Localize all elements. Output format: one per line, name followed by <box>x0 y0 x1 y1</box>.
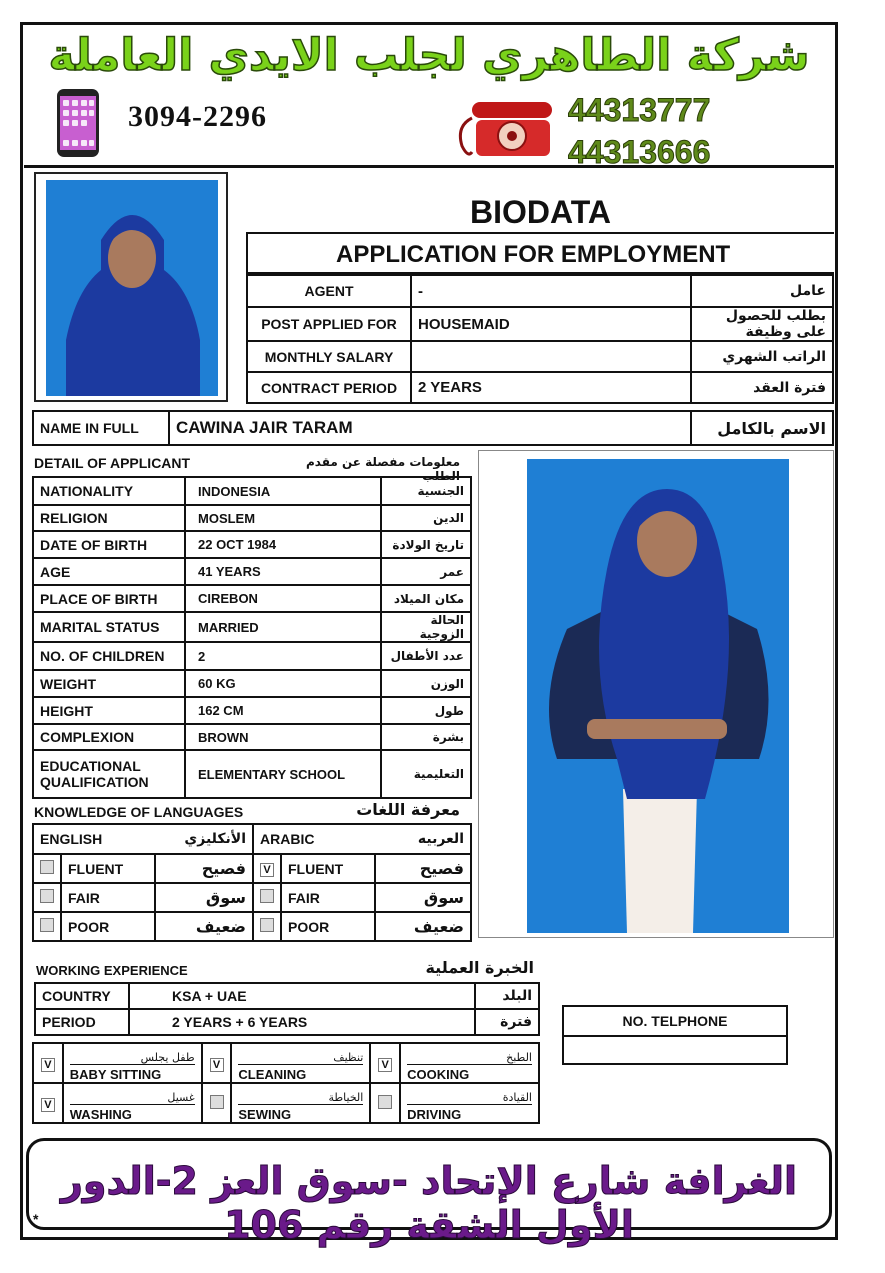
period-value: 2 YEARS + 6 YEARS <box>129 1009 475 1035</box>
salary-ar: الراتب الشهري <box>691 341 833 372</box>
table-row <box>247 275 833 307</box>
experience-title: WORKING EXPERIENCE <box>36 963 188 978</box>
skill-checkbox-cell <box>370 1083 400 1123</box>
english-level-label: POOR <box>61 912 155 941</box>
country-ar: البلد <box>475 983 539 1009</box>
table-row <box>33 824 471 854</box>
contract-label: CONTRACT PERIOD <box>247 372 411 403</box>
detail-label: RELIGION <box>33 505 185 531</box>
checkbox[interactable] <box>260 918 274 932</box>
arabic-level-label: FAIR <box>281 883 375 912</box>
skill-label: SEWING <box>238 1107 292 1122</box>
agent-value: - <box>411 275 691 307</box>
subtitle-box <box>246 232 834 274</box>
arabic-poor-checkbox-cell <box>253 912 281 941</box>
skill-label: DRIVING <box>407 1107 462 1122</box>
agent-label: AGENT <box>247 275 411 307</box>
skill-checkbox-cell <box>33 1083 63 1123</box>
table-row <box>33 585 471 612</box>
post-label: POST APPLIED FOR <box>247 307 411 341</box>
detail-value: MARRIED <box>185 612 381 642</box>
detail-value: CIREBON <box>185 585 381 612</box>
table-row <box>33 477 471 505</box>
contract-ar: فترة العقد <box>691 372 833 403</box>
contract-value: 2 YEARS <box>411 372 691 403</box>
checkbox[interactable]: V <box>41 1058 55 1072</box>
detail-value: 41 YEARS <box>185 558 381 585</box>
table-row <box>33 531 471 558</box>
name-ar: الاسم بالكامل <box>691 411 833 445</box>
arabic-fair-checkbox-cell <box>253 883 281 912</box>
arabic-level-ar: سوق <box>375 883 471 912</box>
english-ar: الأنكليزي <box>155 824 253 854</box>
skill-label: CLEANING <box>238 1067 307 1082</box>
languages-title-ar: معرفة اللغات <box>356 800 460 819</box>
skill-label: WASHING <box>69 1107 132 1122</box>
checkbox[interactable] <box>40 918 54 932</box>
table-row <box>33 612 471 642</box>
portrait-photo-frame <box>34 172 228 402</box>
table-row <box>247 372 833 403</box>
table-row <box>247 307 833 341</box>
mobile-number: 3094-2296 <box>128 100 267 133</box>
table-row <box>33 558 471 585</box>
checkbox[interactable]: V <box>41 1098 55 1112</box>
arabic-level-label: FLUENT <box>281 854 375 883</box>
skill-ar: طفل يجلس <box>70 1051 195 1065</box>
portrait-photo <box>46 180 218 396</box>
document-title: BIODATA <box>470 194 612 230</box>
english-level-ar: ضعيف <box>155 912 253 941</box>
table-row <box>563 1036 787 1064</box>
telephone-label: NO. TELPHONE <box>563 1006 787 1036</box>
table-row <box>33 1043 539 1083</box>
table-row <box>33 724 471 750</box>
detail-label: MARITAL STATUS <box>33 612 185 642</box>
arabic-label: ARABIC <box>253 824 375 854</box>
table-row <box>33 670 471 697</box>
details-table <box>32 476 472 799</box>
footer-star: * <box>33 1211 39 1227</box>
english-level-label: FAIR <box>61 883 155 912</box>
checkbox[interactable] <box>260 889 274 903</box>
post-value: HOUSEMAID <box>411 307 691 341</box>
arabic-ar: العربيه <box>375 824 471 854</box>
detail-ar: عمر <box>381 558 471 585</box>
phone-number-2: 44313666 <box>568 134 711 170</box>
table-row <box>35 983 539 1009</box>
detail-value: 162 CM <box>185 697 381 724</box>
salary-value <box>411 341 691 372</box>
detail-value: ELEMENTARY SCHOOL <box>185 750 381 798</box>
telephone-icon <box>442 96 554 160</box>
skill-cell <box>63 1043 202 1083</box>
table-row <box>33 642 471 670</box>
country-label: COUNTRY <box>35 983 129 1009</box>
detail-ar: الجنسية <box>381 477 471 505</box>
skill-cell <box>400 1043 539 1083</box>
skill-cell <box>400 1083 539 1123</box>
footer-address: الغرافة شارع الإتحاد -سوق العز 2-الدور الأول الشقة رقم 106 <box>61 1159 797 1247</box>
checkbox[interactable] <box>40 889 54 903</box>
detail-ar: تاريخ الولادة <box>381 531 471 558</box>
table-row <box>33 883 471 912</box>
period-label: PERIOD <box>35 1009 129 1035</box>
table-row <box>33 1083 539 1123</box>
checkbox[interactable]: V <box>378 1058 392 1072</box>
skill-label: COOKING <box>407 1067 470 1082</box>
footer-address-bar <box>26 1138 832 1247</box>
full-photo-frame <box>478 450 834 938</box>
detail-ar: التعليمية <box>381 750 471 798</box>
english-level-label: FLUENT <box>61 854 155 883</box>
company-name: شركة الطاهري لجلب الايدي العاملة <box>48 30 810 81</box>
checkbox[interactable]: V <box>210 1058 224 1072</box>
detail-value: 2 <box>185 642 381 670</box>
table-row <box>247 341 833 372</box>
detail-ar: الدين <box>381 505 471 531</box>
detail-value: 22 OCT 1984 <box>185 531 381 558</box>
name-value: CAWINA JAIR TARAM <box>169 411 691 445</box>
english-level-ar: سوق <box>155 883 253 912</box>
english-level-ar: فصيح <box>155 854 253 883</box>
telephone-value <box>563 1036 787 1064</box>
telephone-table <box>562 1005 788 1065</box>
mobile-phone-icon <box>56 88 100 158</box>
detail-value: INDONESIA <box>185 477 381 505</box>
detail-label: EDUCATIONAL QUALIFICATION <box>33 750 185 798</box>
detail-label: AGE <box>33 558 185 585</box>
phone-number-1: 44313777 <box>568 92 711 128</box>
skill-cell <box>231 1043 370 1083</box>
skill-ar: الخياطة <box>238 1091 363 1105</box>
table-row <box>33 854 471 883</box>
arabic-level-ar: ضعيف <box>375 912 471 941</box>
detail-label: PLACE OF BIRTH <box>33 585 185 612</box>
skill-ar: تنظيف <box>238 1051 363 1065</box>
details-title-ar: معلومات مفصلة عن مقدم الطلب <box>305 455 460 483</box>
detail-label: NATIONALITY <box>33 477 185 505</box>
arabic-level-ar: فصيح <box>375 854 471 883</box>
detail-label: HEIGHT <box>33 697 185 724</box>
period-ar: فترة <box>475 1009 539 1035</box>
detail-label: DATE OF BIRTH <box>33 531 185 558</box>
skill-ar: الطبخ <box>407 1051 532 1065</box>
checkbox[interactable] <box>210 1095 224 1109</box>
skill-ar: القيادة <box>407 1091 532 1105</box>
post-ar: بطلب للحصول على وظيفة <box>691 307 833 341</box>
skills-table <box>32 1042 540 1124</box>
languages-title: KNOWLEDGE OF LANGUAGES <box>34 804 244 820</box>
name-table <box>32 410 834 446</box>
skill-checkbox-cell <box>370 1043 400 1083</box>
english-fair-checkbox-cell <box>33 883 61 912</box>
detail-label: COMPLEXION <box>33 724 185 750</box>
agent-ar: عامل <box>691 275 833 307</box>
experience-table <box>34 982 540 1036</box>
english-poor-checkbox-cell <box>33 912 61 941</box>
detail-ar: طول <box>381 697 471 724</box>
detail-value: MOSLEM <box>185 505 381 531</box>
detail-label: NO. OF CHILDREN <box>33 642 185 670</box>
detail-value: BROWN <box>185 724 381 750</box>
table-row <box>33 750 471 798</box>
english-label: ENGLISH <box>33 824 155 854</box>
skill-cell <box>231 1083 370 1123</box>
salary-label: MONTHLY SALARY <box>247 341 411 372</box>
table-row <box>33 912 471 941</box>
country-value: KSA + UAE <box>129 983 475 1009</box>
job-info-table <box>246 274 834 404</box>
checkbox[interactable] <box>40 860 54 874</box>
subtitle: APPLICATION FOR EMPLOYMENT <box>336 241 731 268</box>
table-row <box>563 1006 787 1036</box>
detail-ar: الحالة الزوجية <box>381 612 471 642</box>
arabic-level-label: POOR <box>281 912 375 941</box>
table-row <box>33 411 833 445</box>
skill-label: BABY SITTING <box>69 1067 162 1082</box>
checkbox[interactable] <box>378 1095 392 1109</box>
checkbox[interactable]: V <box>260 863 274 877</box>
detail-ar: الوزن <box>381 670 471 697</box>
name-label: NAME IN FULL <box>33 411 169 445</box>
skill-cell <box>63 1083 202 1123</box>
detail-ar: مكان الميلاد <box>381 585 471 612</box>
skill-checkbox-cell <box>33 1043 63 1083</box>
skill-checkbox-cell <box>202 1043 232 1083</box>
table-row <box>33 505 471 531</box>
detail-ar: عدد الأطفال <box>381 642 471 670</box>
skill-checkbox-cell <box>202 1083 232 1123</box>
english-fluent-checkbox-cell <box>33 854 61 883</box>
arabic-fluent-checkbox-cell <box>253 854 281 883</box>
header <box>24 26 834 168</box>
detail-ar: بشرة <box>381 724 471 750</box>
table-row <box>35 1009 539 1035</box>
details-title: DETAIL OF APPLICANT <box>34 455 191 471</box>
table-row <box>33 697 471 724</box>
experience-title-ar: الخبرة العملية <box>425 958 534 977</box>
detail-value: 60 KG <box>185 670 381 697</box>
skill-ar: غسيل <box>70 1091 195 1105</box>
languages-table <box>32 823 472 942</box>
full-body-photo <box>527 459 789 933</box>
detail-label: WEIGHT <box>33 670 185 697</box>
